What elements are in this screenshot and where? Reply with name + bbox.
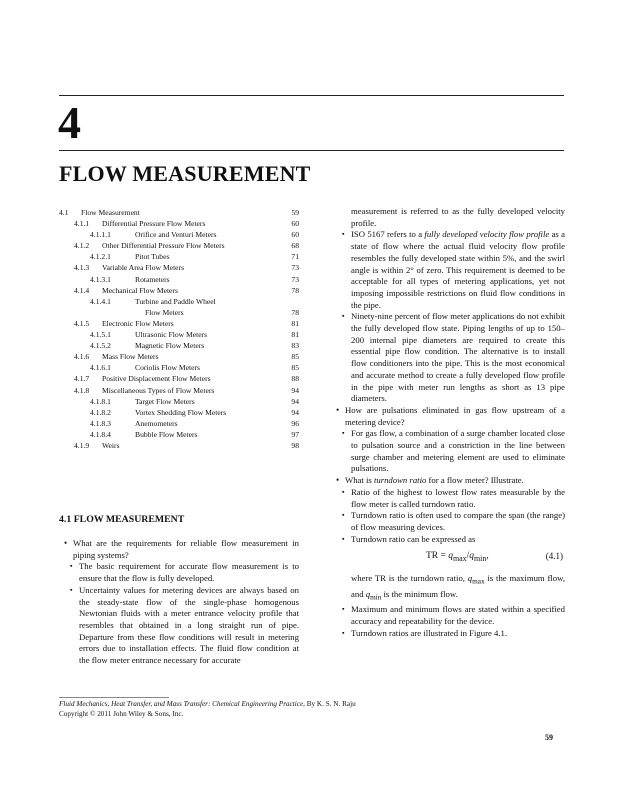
- toc-entry-number: 4.1.6: [74, 352, 90, 362]
- footnote-rule: [59, 697, 169, 698]
- toc-entry-title: Turbine and Paddle Wheel: [135, 296, 216, 306]
- toc-entry: [59, 274, 299, 285]
- ninety-nine-item: ▪ Ninety-nine percent of flow meter applications do not exhibit the fully developed flow state. Piping lengths of up to 150–200 internal pipe diameters are required to create this essential pipe flow condition. The alternative is to install flow conditioners into the pipe. This is the most economical and accurate method to create a fully developed flow profile in the pipe with meter run lengths as short as 13 pipe diameters.: [331, 311, 565, 405]
- toc-entry: [59, 429, 299, 440]
- question-pulsations: • How are pulsations eliminated in gas flow upstream of a metering device?: [331, 405, 565, 428]
- answer-gas-flow: ▪ For gas flow, a combination of a surge chamber located close to pulsation source and a constriction in the line between surge chamber and metering element are used to eliminate pulsations.: [331, 428, 565, 475]
- toc-entry-page: 96: [291, 418, 299, 428]
- toc-entry-page: 98: [291, 440, 299, 450]
- toc-entry-page: 94: [291, 407, 299, 417]
- toc-entry-page: 60: [291, 219, 299, 229]
- toc-entry-number: 4.1.4.1: [90, 296, 111, 306]
- toc-entry: [59, 418, 299, 429]
- toc-entry: [59, 385, 299, 396]
- top-rule: [59, 95, 564, 96]
- figure-reference-item: ▪ Turndown ratios are illustrated in Figure 4.1.: [331, 628, 565, 640]
- toc-entry-page: 94: [291, 385, 299, 395]
- toc-entry-title: Positive Displacement Flow Meters: [102, 374, 211, 384]
- toc-entry: [59, 218, 299, 229]
- chapter-number: 4: [58, 97, 81, 148]
- toc-entry-page: 88: [291, 374, 299, 384]
- footer-citation: Fluid Mechanics, Heat Transfer, and Mass Transfer: Chemical Engineering Practice, By K. S. N. Raju: [59, 700, 356, 708]
- toc-entry-number: 4.1.3: [74, 263, 90, 273]
- toc-entry: [59, 285, 299, 296]
- equation-where: where TR is the turndown ratio, $q_{max}$ is the maximum flow, and $q_{min}$ is the minimum flow.: [351, 573, 566, 602]
- toc-entry-number: 4.1.8: [74, 385, 90, 395]
- toc-entry-number: 4.1.5.2: [90, 341, 111, 351]
- toc-entry: [59, 307, 299, 318]
- toc-entry-page: 85: [291, 363, 299, 373]
- toc-entry-page: 78: [291, 285, 299, 295]
- equation-4-1: [331, 549, 565, 567]
- toc-entry-title: Orifice and Venturi Meters: [135, 230, 217, 240]
- toc-entry: [59, 373, 299, 384]
- toc-entry-number: 4.1.8.4: [90, 429, 111, 439]
- toc-entry-number: 4.1.1: [74, 219, 90, 229]
- toc-entry-number: 4.1.8.1: [90, 396, 111, 406]
- toc-entry: [59, 351, 299, 362]
- page-number: 59: [545, 733, 553, 742]
- toc-entry-page: 71: [291, 252, 299, 262]
- toc-entry-number: 4.1.6.1: [90, 363, 111, 373]
- toc-entry-title: Ultrasonic Flow Meters: [135, 330, 208, 340]
- toc-entry: [59, 296, 299, 307]
- toc-entry: [59, 207, 299, 218]
- toc-entry-page: 73: [291, 263, 299, 273]
- toc-entry-title: Anemometers: [135, 418, 178, 428]
- toc-entry-number: 4.1.3.1: [90, 274, 111, 284]
- toc-entry-number: 4.1.9: [74, 440, 90, 450]
- toc-entry: [59, 362, 299, 373]
- toc-entry-page: 73: [291, 274, 299, 284]
- turndown-compare: ▪ Turndown ratio is often used to compare the span (the range) of flow measuring devices.: [331, 510, 565, 533]
- toc-entry-number: 4.1.8.3: [90, 418, 111, 428]
- toc-entry-page: 83: [291, 341, 299, 351]
- question-turndown: • What is turndown ratio for a flow meter? Illustrate.: [331, 475, 565, 487]
- turndown-express: ▪ Turndown ratio can be expressed as: [331, 534, 565, 546]
- toc-entry-page: 85: [291, 352, 299, 362]
- equation-formula: TR = $q_{max}/q_{min}$,: [426, 551, 489, 564]
- toc-entry-number: 4.1.8.2: [90, 407, 111, 417]
- turndown-ratio-def: ▪ Ratio of the highest to lowest flow rates measurable by the flow meter is called turndown ratio.: [331, 487, 565, 510]
- toc-entry: [59, 251, 299, 262]
- table-of-contents: [59, 207, 299, 451]
- toc-entry-title: Electronic Flow Meters: [102, 318, 174, 328]
- toc-entry-page: 68: [291, 241, 299, 251]
- toc-entry-number: 4.1.7: [74, 374, 90, 384]
- right-column: [331, 206, 565, 639]
- toc-entry-title: Differential Pressure Flow Meters: [102, 219, 206, 229]
- toc-entry-number: 4.1.2.1: [90, 252, 111, 262]
- toc-entry-title: Variable Area Flow Meters: [102, 263, 185, 273]
- chapter-title: FLOW MEASUREMENT: [59, 161, 311, 186]
- toc-entry-title: Mechanical Flow Meters: [102, 285, 178, 295]
- toc-entry-title: Bubble Flow Meters: [135, 429, 198, 439]
- answer-basic-requirement: ▪ The basic requirement for accurate flow measurement is to ensure that the flow is fully developed.: [59, 561, 299, 584]
- answer-uncertainty: ▪ Uncertainty values for metering devices are always based on the steady-state flow of the single-phase homogenous Newtonian fluids with a meter entrance velocity profile that resembles that obtained in a long straight run of pipe. Departure from these flow conditions will result in metering errors due to installation effects. The fluid flow condition at the flow meter entrance necessary for accurate: [59, 585, 299, 667]
- toc-entry-title: Rotameters: [135, 274, 170, 284]
- toc-entry-title: Coriolis Flow Meters: [135, 363, 200, 373]
- toc-entry-number: 4.1.4: [74, 285, 90, 295]
- toc-entry: [59, 329, 299, 340]
- toc-entry: [59, 240, 299, 251]
- toc-entry: [59, 407, 299, 418]
- toc-entry-title: Target Flow Meters: [135, 396, 195, 406]
- toc-entry-title: Miscellaneous Types of Flow Meters: [102, 385, 215, 395]
- iso-5167-item: ▪ ISO 5167 refers to a fully developed velocity flow profile as a state of flow where the actual fluid velocity flow profile resembles the fully developed state within 5%, and the swirl angle is within 2° of zero. This requirement is deemed to be acceptable for all types of metering applications, yet not imposing impossible restrictions on fluid flow conditions in the pipe.: [331, 229, 565, 311]
- left-column: [59, 538, 299, 667]
- continued-text: measurement is referred to as the fully developed velocity profile.: [351, 206, 565, 228]
- footer-copyright: Copyright © 2011 John Wiley & Sons, Inc.: [59, 710, 184, 718]
- toc-entry: [59, 340, 299, 351]
- toc-entry-number: 4.1: [59, 208, 69, 217]
- toc-entry-title: Magnetic Flow Meters: [135, 341, 205, 351]
- toc-entry-page: 78: [291, 307, 299, 317]
- toc-entry-number: 4.1.5: [74, 318, 90, 328]
- toc-entry: [59, 396, 299, 407]
- toc-entry: [59, 318, 299, 329]
- toc-entry-page: 81: [291, 318, 299, 328]
- toc-entry-page: 97: [291, 429, 299, 439]
- max-min-item: ▪ Maximum and minimum flows are stated within a specified accuracy and repeatability for the device.: [331, 604, 565, 627]
- title-rule: [59, 150, 564, 151]
- toc-entry: [59, 229, 299, 240]
- toc-entry-title: Flow Meters: [145, 307, 184, 317]
- toc-entry-number: 4.1.1.1: [90, 230, 111, 240]
- toc-entry-title: Vortex Shedding Flow Meters: [135, 407, 227, 417]
- section-heading: 4.1 FLOW MEASUREMENT: [59, 514, 185, 525]
- question-requirements: • What are the requirements for reliable flow measurement in piping systems?: [59, 538, 299, 561]
- toc-entry: [59, 440, 299, 451]
- toc-entry-number: 4.1.2: [74, 241, 90, 251]
- toc-entry-title: Flow Measurement: [81, 208, 140, 217]
- toc-entry-page: 81: [291, 330, 299, 340]
- toc-entry-title: Other Differential Pressure Flow Meters: [102, 241, 225, 251]
- toc-entry: [59, 262, 299, 273]
- equation-number: (4.1): [545, 551, 563, 562]
- toc-entry-number: 4.1.5.1: [90, 330, 111, 340]
- toc-entry-title: Weirs: [102, 440, 120, 450]
- toc-entry-title: Pitot Tubes: [135, 252, 170, 262]
- toc-entry-page: 59: [291, 208, 299, 217]
- toc-entry-page: 94: [291, 396, 299, 406]
- toc-entry-title: Mass Flow Meters: [102, 352, 159, 362]
- toc-entry-page: 60: [291, 230, 299, 240]
